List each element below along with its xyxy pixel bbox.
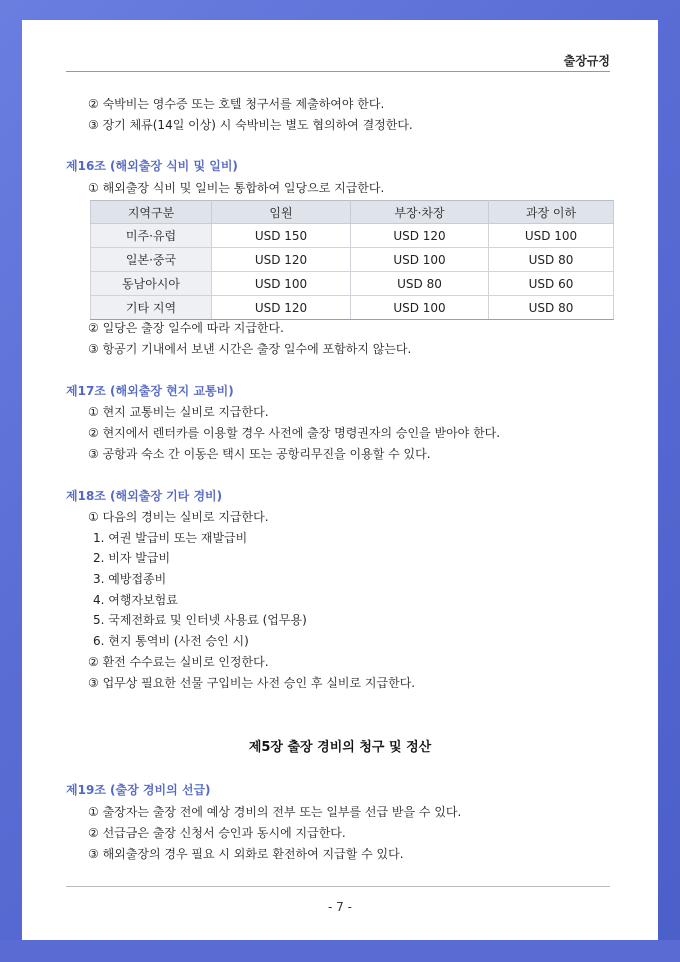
article-16-title: 제16조 (해외출장 식비 및 일비) [66,159,238,173]
region-cell: 일본·중국 [91,248,212,272]
table-row [91,272,614,296]
article-16-item-2: ② 일당은 출장 일수에 따라 지급한다. [88,321,284,335]
article-17-item-1: ① 현지 교통비는 실비로 지급한다. [88,405,269,419]
column-header: 임원 [212,201,351,224]
table-cell: USD 60 [489,272,614,296]
table-cell: USD 150 [212,224,351,248]
chapter-title: 제5장 출장 경비의 청구 및 정산 [248,740,432,755]
table-cell: USD 100 [489,224,614,248]
article-18-subitem: 4. 여행자보험료 [93,593,178,607]
column-header: 부장·차장 [351,201,489,224]
article-17-item-2: ② 현지에서 렌터카를 이용할 경우 사전에 출장 명령권자의 승인을 받아야 한다. [88,426,501,440]
article-18-subitem: 2. 비자 발급비 [93,551,171,565]
footer-divider [66,886,610,887]
article-16-item-1: ① 해외출장 식비 및 일비는 통합하여 일당으로 지급한다. [88,181,385,195]
article-16-item-3: ③ 항공기 기내에서 보낸 시간은 출장 일수에 포함하지 않는다. [88,342,412,356]
article-17-item-3: ③ 공항과 숙소 간 이동은 택시 또는 공항리무진을 이용할 수 있다. [88,447,431,461]
article-18-subitem: 6. 현지 통역비 (사전 승인 시) [93,634,249,648]
top-item-3: ③ 장기 체류(14일 이상) 시 숙박비는 별도 협의하여 결정한다. [88,118,413,132]
table-cell: USD 100 [351,248,489,272]
table-cell: USD 80 [351,272,489,296]
region-cell: 동남아시아 [91,272,212,296]
page-number: - 7 - [328,900,352,914]
table-cell: USD 120 [212,248,351,272]
article-18-title: 제18조 (해외출장 기타 경비) [66,489,223,503]
table-cell: USD 80 [489,296,614,320]
article-19-title: 제19조 (출장 경비의 선급) [66,783,211,797]
bottom-band [0,940,680,962]
table-cell: USD 120 [212,296,351,320]
table-row [91,248,614,272]
article-19-item-3: ③ 해외출장의 경우 필요 시 외화로 환전하여 지급할 수 있다. [88,847,404,861]
column-header: 과장 이하 [489,201,614,224]
table-cell: USD 100 [351,296,489,320]
table-cell: USD 80 [489,248,614,272]
header-title: 출장규정 [563,54,610,68]
table-row [91,224,614,248]
per-diem-table [90,200,614,320]
article-19-item-2: ② 선급금은 출장 신청서 승인과 동시에 지급한다. [88,826,346,840]
header-divider [66,71,610,72]
article-18-item-2: ② 환전 수수료는 실비로 인정한다. [88,655,269,669]
region-cell: 기타 지역 [91,296,212,320]
article-17-title: 제17조 (해외출장 현지 교통비) [66,384,234,398]
article-18-subitem: 1. 여권 발급비 또는 재발급비 [93,531,248,545]
table-header-row [91,201,614,224]
article-18-subitem: 3. 예방접종비 [93,572,167,586]
table-cell: USD 100 [212,272,351,296]
region-cell: 미주·유럽 [91,224,212,248]
article-19-item-1: ① 출장자는 출장 전에 예상 경비의 전부 또는 일부를 선급 받을 수 있다. [88,805,462,819]
table-row [91,296,614,320]
article-18-subitem: 5. 국제전화료 및 인터넷 사용료 (업무용) [93,613,307,627]
top-item-2: ② 숙박비는 영수증 또는 호텔 청구서를 제출하여야 한다. [88,97,385,111]
column-header: 지역구분 [91,201,212,224]
article-18-item-1: ① 다음의 경비는 실비로 지급한다. [88,510,269,524]
table-cell: USD 120 [351,224,489,248]
article-18-item-3: ③ 업무상 필요한 선물 구입비는 사전 승인 후 실비로 지급한다. [88,676,416,690]
